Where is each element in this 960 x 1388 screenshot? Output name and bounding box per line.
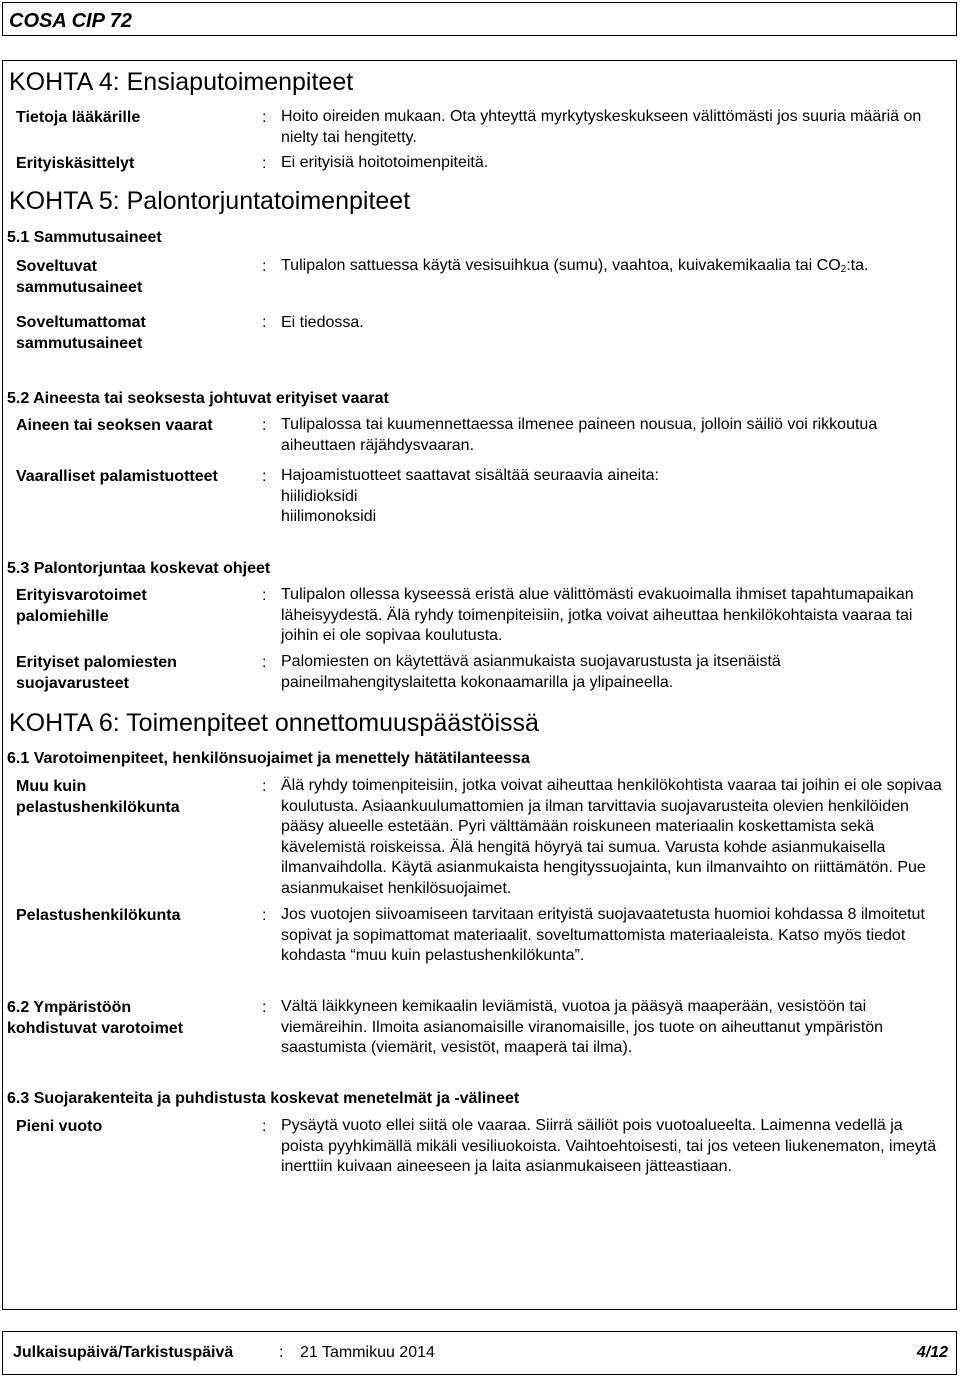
value-erityiskasittelyt: Ei erityisiä hoitotoimenpiteitä. [281,154,489,171]
colon: : [262,907,267,924]
section-6-title: KOHTA 6: Toimenpiteet onnettomuuspäästöissä [9,709,539,737]
value-erityisvarotoimet: Tulipalon ollessa kyseessä eristä alue välittömästi evakuoimalla ihmiset tapahtumapaikan läheisyydestä. Älä ryhdy toimenpiteisiin, jotka voivat aiheuttaa henkilökohtaista vaaraa tai joihin ei ole sopivaa koulutusta. [281,586,914,644]
list-item: hiilimonoksidi [281,508,377,525]
subsection-5-2: 5.2 Aineesta tai seoksesta johtuvat erityiset vaarat [7,390,389,407]
value-soveltuvat-sammutusaineet: Tulipalon sattuessa käytä vesisuihkua (sumu), vaahtoa, kuivakemikaalia tai $CO_2:ta$. [281,257,869,275]
value-vaaralliset-palamistuotteet: Hajoamistuotteet saattavat sisältää seuraavia aineita: [281,467,659,484]
value-palomiesten-suojavarusteet: Palomiesten on käytettävä asianmukaista suojavarustusta ja itsenäistä paineilmahengityslaitetta kokonaamarilla ja ylipaineella. [281,653,781,691]
label-aineen-vaarat: Aineen tai seoksen vaarat [16,417,213,434]
colon: : [262,258,267,275]
colon: : [279,1344,284,1361]
label-pelastushenkilokunta: Pelastushenkilökunta [16,907,181,924]
value-pieni-vuoto: Pysäytä vuoto ellei siitä ole vaaraa. Siirrä säiliöt pois vuotoalueelta. Laimenna vedellä ja poista pyyhkimällä mikäli vesiliuokoista. Vaihtoehtoisesti, tai jos veteen liukenematon, imeytä inerttiin kuivaan aineeseen ja laita asianmukaiseen jätteastiaan. [281,1117,937,1175]
list-item: hiilidioksidi [281,488,358,505]
colon: : [262,314,267,331]
value-soveltumattomat-sammutusaineet: Ei tiedossa. [281,314,364,331]
label-pieni-vuoto: Pieni vuoto [16,1118,103,1135]
colon: : [262,155,267,172]
value-ymparistoon-kohdistuvat-varotoimet: Vältä läikkyneen kemikaalin leviämistä, vuotoa ja pääsyä maaperään, vesistöön tai viemäreihin. Ilmoita asianomaisille viranomaisille, jos tuote on aiheuttanut ympäristön saastumista (viemärit, vesistöt, maaperä tai ilma). [281,998,884,1056]
colon: : [262,417,267,434]
value-pelastushenkilokunta: Jos vuotojen siivoamiseen tarvitaan erityistä suojavaatetusta huomioi kohdassa 8 ilmoitetut sopivat ja sopimattomat materiaalit. soveltumattomista materiaaleista. Katso myös tiedot kohdasta “muu kuin pelastushenkilökunta”. [281,906,925,964]
label-palomiesten-suojavarusteet: Erityiset palomiesten suojavarusteet [16,654,177,692]
label-erityisvarotoimet: Erityisvarotoimet palomiehille [16,587,147,625]
label-erityiskasittelyt: Erityiskäsittelyt [16,155,135,172]
document-footer [2,1331,957,1375]
label-tietoja-laakarille: Tietoja lääkärille [16,109,141,126]
label-muu-kuin-pelastushenkilokunta: Muu kuin pelastushenkilökunta [16,778,180,816]
section-5-title: KOHTA 5: Palontorjuntatoimenpiteet [9,187,411,215]
label-vaaralliset-palamistuotteet: Vaaralliset palamistuotteet [16,468,218,485]
value-muu-kuin-pelastushenkilokunta: Älä ryhdy toimenpiteisiin, jotka voivat aiheuttaa henkilökohtista vaaraa tai joihin ei ole sopivaa koulutusta. Asiaankuulumattomien ja ilman tarvittavia suojavarusteita olevien henkilöiden pääsy alueelle estetään. Pyri välttämään roiskuneen materiaalin koskettamista sekä kävelemistä roiskeissa. Älä hengitä höyryä tai sumua. Varusta kohde asianmukaisella ilmanvaihdolla. Käytä asianmukaista hengityssuojainta, kun ilmanvaihto on riittämätön. Pue asianmukaiset henkilösuojaimet. [281,777,942,897]
colon: : [262,999,267,1016]
value-tietoja-laakarille: Hoito oireiden mukaan. Ota yhteyttä myrkytyskeskukseen välittömästi jos suuria määriä on nielty tai hengitetty. [281,108,922,146]
value-aineen-vaarat: Tulipalossa tai kuumennettaessa ilmenee paineen nousua, jolloin säiliö voi rikkoutua aiheuttaen räjähdysvaaran. [281,416,878,454]
section-4-title: KOHTA 4: Ensiaputoimenpiteet [9,68,354,96]
footer-date-label: Julkaisupäivä/Tarkistuspäivä [13,1344,234,1361]
subsection-5-1: 5.1 Sammutusaineet [7,229,162,246]
footer-date: 21 Tammikuu 2014 [300,1344,435,1361]
subsection-6-3: 6.3 Suojarakenteita ja puhdistusta koskevat menetelmät ja -välineet [7,1090,520,1107]
page-number: 4/12 [916,1344,948,1361]
colon: : [262,1118,267,1135]
document-header [2,2,957,36]
colon: : [262,109,267,126]
subsection-6-1: 6.1 Varotoimenpiteet, henkilönsuojaimet ja menettely hätätilanteessa [7,750,530,767]
product-title: COSA CIP 72 [9,10,132,32]
colon: : [262,778,267,795]
subsection-6-2: 6.2 Ympäristöön kohdistuvat varotoimet [7,999,184,1037]
label-soveltuvat-sammutusaineet: Soveltuvat sammutusaineet [16,258,143,296]
subsection-5-3: 5.3 Palontorjuntaa koskevat ohjeet [7,560,271,577]
colon: : [262,468,267,485]
colon: : [262,587,267,604]
label-soveltumattomat-sammutusaineet: Soveltumattomat sammutusaineet [16,314,146,352]
colon: : [262,654,267,671]
